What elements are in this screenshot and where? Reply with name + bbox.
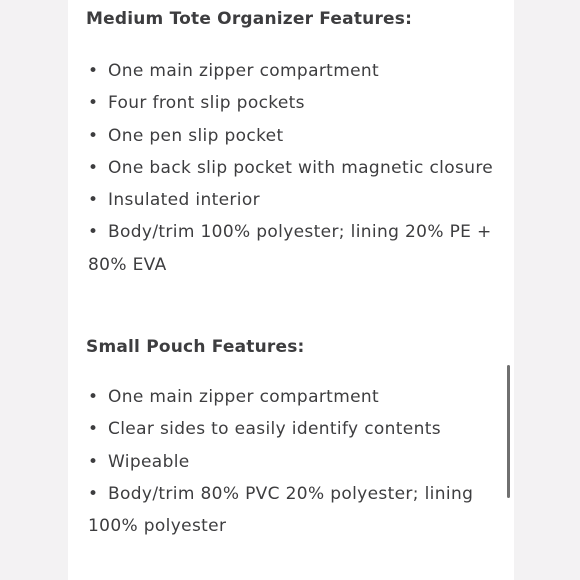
tote-features-list	[88, 55, 508, 281]
bullet-icon: •	[88, 157, 99, 178]
list-item-text: One back slip pocket with magnetic closure	[108, 157, 494, 178]
list-item-text: Wipeable	[108, 451, 190, 472]
bullet-icon: •	[88, 419, 99, 440]
bullet-icon: •	[88, 451, 99, 472]
product-features-page	[68, 0, 514, 580]
bullet-icon: •	[88, 222, 99, 243]
list-item	[88, 413, 508, 445]
bullet-icon: •	[88, 93, 99, 114]
bullet-icon: •	[88, 125, 99, 146]
bullet-icon: •	[88, 387, 99, 407]
list-item	[88, 152, 508, 184]
list-item-text: One pen slip pocket	[108, 125, 284, 146]
vertical-scrollbar[interactable]	[507, 365, 510, 498]
list-item	[88, 120, 508, 152]
list-item-text: One main zipper compartment	[108, 61, 380, 81]
list-item-text: One main zipper compartment	[108, 387, 380, 407]
pouch-features-list	[88, 381, 508, 542]
list-item-text: Four front slip pockets	[108, 93, 305, 114]
bullet-icon: •	[88, 483, 99, 504]
list-item-text: Clear sides to easily identify contents	[108, 419, 441, 440]
list-item	[88, 381, 508, 413]
list-item	[88, 184, 508, 216]
list-item	[88, 216, 508, 281]
pouch-features-heading: Small Pouch Features:	[86, 337, 305, 357]
list-item-text: Body/trim 80% PVC 20% polyester; lining 100% polyester	[88, 483, 474, 537]
list-item-text: Insulated interior	[108, 190, 260, 211]
tote-features-heading: Medium Tote Organizer Features:	[86, 9, 413, 29]
list-item	[88, 87, 508, 119]
list-item-text: Body/trim 100% polyester; lining 20% PE + 80% EVA	[88, 222, 492, 275]
list-item	[88, 55, 508, 87]
list-item	[88, 478, 508, 543]
bullet-icon: •	[88, 190, 99, 211]
list-item	[88, 446, 508, 478]
bullet-icon: •	[88, 61, 99, 81]
